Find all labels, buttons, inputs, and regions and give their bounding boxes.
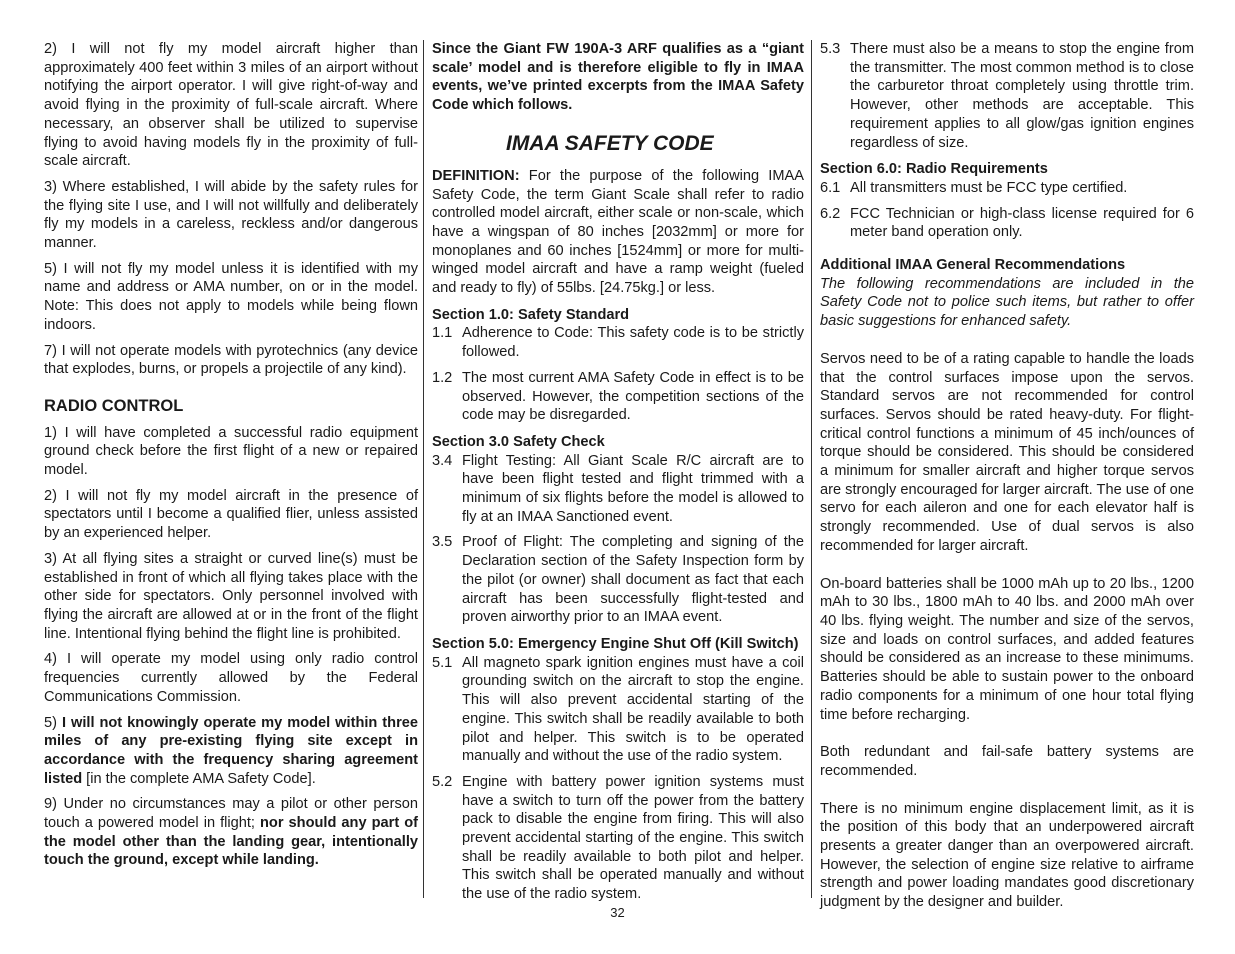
item-text: The most current AMA Safety Code in effect is to be observed. However, the competition sections of the code may be disregarded. bbox=[462, 369, 804, 424]
item-number: 1.2 bbox=[432, 369, 453, 386]
list-item bbox=[432, 533, 804, 627]
column-divider bbox=[423, 40, 424, 898]
item-text: FCC Technician or high-class license required for 6 meter band operation only. bbox=[850, 205, 1194, 241]
section-heading: Additional IMAA General Recommendations bbox=[820, 257, 1126, 274]
spacer bbox=[820, 338, 1194, 350]
item-text: Proof of Flight: The completing and signing of the Declaration section of the Safety Inspection form by the pilot (or owner) shall document as fact that each aircraft has been successfully flight-tested and proven airworthy prior to an IMAA event. bbox=[462, 534, 804, 626]
intro-paragraph: Since the Giant FW 190A-3 ARF qualifies as a “giant scale’ model and is therefore eligible to fly in IMAA events, we’ve printed excerpts from the IMAA Safety Code which follows. bbox=[432, 41, 804, 114]
spacer bbox=[820, 731, 1194, 743]
spacer bbox=[820, 563, 1194, 575]
list-item bbox=[432, 369, 804, 425]
paragraph: On-board batteries shall be 1000 mAh up to 20 lbs., 1200 mAh to 30 lbs., 1800 mAh to 40 lbs. and 2000 mAh over 40 lbs. flying weight. The number and size of the servos, size and loads on control surfaces, and added features should be considered as an increase to these minimums. Batteries should be able to sustain power to the onboard radio components for a minimum of one hour total flying time before recharging. bbox=[820, 575, 1194, 723]
text: [in the complete AMA Safety Code]. bbox=[82, 770, 316, 787]
definition-label: DEFINITION: bbox=[432, 167, 520, 184]
item-text: All magneto spark ignition engines must have a coil grounding switch on the aircraft to stop the engine. This will also prevent accidental starting of the engine. This switch shall be readily available to both pilot and helper. This switch is to be operated manually and without the use of the radio system. bbox=[462, 654, 804, 765]
list-item bbox=[432, 773, 804, 904]
column-divider bbox=[811, 40, 812, 898]
imaa-safety-code-title: IMAA SAFETY CODE bbox=[506, 131, 714, 155]
column-left bbox=[44, 40, 418, 877]
paragraph: Servos need to be of a rating capable to handle the loads that the control surfaces impose upon the servos. Standard servos are not recommended for control surfaces. Servos should be rated heavy-duty. For flight-critical control functions a minimum of 45 inch/ounces of torque should be considered. This should be considered a minimum for smaller aircraft and higher torque servos are strongly encouraged for larger aircraft. The use of one servo for each aileron and one for each elevator half is strongly recommended. Use of dual servos is also recommended for larger aircraft. bbox=[820, 350, 1194, 554]
column-right bbox=[820, 40, 1194, 919]
section-heading: Section 1.0: Safety Standard bbox=[432, 306, 630, 323]
list-item bbox=[820, 40, 1194, 152]
radio-control-heading: RADIO CONTROL bbox=[44, 396, 184, 415]
text: 9) Under no circumstances may a pilot or other person touch a powered model in flight; bbox=[44, 796, 418, 832]
paragraph: 5) I will not fly my model unless it is identified with my name and address or AMA number, on or in the model. Note: This does not apply to models while being flown indoors. bbox=[44, 260, 418, 333]
section-heading: Section 3.0 Safety Check bbox=[432, 433, 605, 450]
paragraph: 2) I will not fly my model aircraft in the presence of spectators until I become a qualified flier, unless assisted by an experienced helper. bbox=[44, 487, 418, 542]
item-text: Adherence to Code: This safety code is to be strictly followed. bbox=[462, 325, 804, 361]
item-number: 5.1 bbox=[432, 654, 453, 671]
paragraph: 2) I will not fly my model aircraft higher than approximately 400 feet within 3 miles of an airport without notifying the airport operator. I will give right-of-way and avoid flying in the proximity of full-scale aircraft. Where necessary, an observer shall be utilized to supervise flying to avoid having models fly in the proximity of full-scale aircraft. bbox=[44, 41, 418, 170]
section-heading: Section 6.0: Radio Requirements bbox=[820, 161, 1048, 178]
definition-paragraph bbox=[432, 167, 804, 298]
paragraph: 3) At all flying sites a straight or curved line(s) must be established in front of which all flying takes place with the other side for spectators. Only personnel involved with flying the aircraft are allowed at or in the front of the flight line. Intentional flying behind the flight line is prohibited. bbox=[44, 550, 418, 642]
item-text: Engine with battery power ignition systems must have a switch to turn off the power from the battery pack to disable the engine from firing. This will also prevent accidental starting of the engine. This switch shall be readily available to both pilot and helper. This switch shall be operated manually and without the use of the radio system. bbox=[462, 773, 804, 903]
item-text: There must also be a means to stop the engine from the transmitter. The most common method is to close the carburetor throat completely using throttle trim. However, other methods are acceptable. This requirement applies to all glow/gas ignition engines regardless of size. bbox=[850, 41, 1194, 151]
item-number: 5.2 bbox=[432, 773, 453, 790]
paragraph bbox=[44, 795, 418, 870]
paragraph: Both redundant and fail-safe battery systems are recommended. bbox=[820, 744, 1194, 779]
list-item bbox=[432, 654, 804, 766]
page-number: 32 bbox=[610, 905, 625, 920]
item-number: 3.5 bbox=[432, 534, 453, 551]
paragraph: There is no minimum engine displacement limit, as it is the position of this body that an underpowered aircraft presents a greater danger than an overpowered aircraft. However, the selection of engine size relative to airframe strength and power loading mandates good discretionary judgment by the designer and builder. bbox=[820, 800, 1194, 911]
list-item bbox=[820, 205, 1194, 242]
section-heading: Section 5.0: Emergency Engine Shut Off (Kill Switch) bbox=[432, 635, 799, 652]
item-text: All transmitters must be FCC type certified. bbox=[850, 179, 1128, 196]
column-middle bbox=[432, 40, 804, 911]
paragraph: 7) I will not operate models with pyrotechnics (any device that explodes, burns, or propels a projectile of any kind). bbox=[44, 342, 418, 378]
item-number: 5) bbox=[44, 714, 62, 731]
list-item bbox=[432, 324, 804, 361]
item-number: 6.2 bbox=[820, 205, 841, 222]
italic-paragraph: The following recommendations are included in the Safety Code not to police such items, but rather to offer basic suggestions for enhanced safety. bbox=[820, 275, 1194, 330]
paragraph: 4) I will operate my model using only radio control frequencies currently allowed by the Federal Communications Commission. bbox=[44, 651, 418, 705]
list-item bbox=[432, 452, 804, 527]
paragraph bbox=[44, 714, 418, 789]
list-item bbox=[820, 179, 1194, 198]
item-text: Flight Testing: All Giant Scale R/C aircraft are to have been flight tested and flight trimmed with a minimum of six flights before the model is allowed to fly at an IMAA Sanctioned event. bbox=[462, 452, 804, 525]
paragraph: 3) Where established, I will abide by the safety rules for the flying site I use, and I will not willfully and deliberately fly my models in a careless, reckless and/or dangerous manner. bbox=[44, 178, 418, 252]
item-number: 3.4 bbox=[432, 452, 453, 469]
spacer bbox=[820, 788, 1194, 800]
paragraph: 1) I will have completed a successful radio equipment ground check before the first flight of a new or repaired model. bbox=[44, 424, 418, 479]
item-number: 5.3 bbox=[820, 41, 841, 57]
bold-text: I will not knowingly operate my model within three miles of any pre-existing flying site except in accordance with the frequency sharing agreement listed bbox=[44, 714, 418, 787]
item-number: 1.1 bbox=[432, 325, 453, 342]
item-number: 6.1 bbox=[820, 179, 841, 196]
text: For the purpose of the following IMAA Safety Code, the term Giant Scale shall refer to radio controlled model aircraft, either scale or non-scale, which have a wingspan of 80 inches [2032mm] or more for monoplanes and 60 inches [1524mm] or more for multi-winged model aircraft and have a ramp weight (fueled and ready to fly) of 55lbs. [24.75kg.] or less. bbox=[432, 167, 804, 297]
bold-text: nor should any part of the model other than the landing gear, intentionally touch the ground, except while landing. bbox=[44, 815, 418, 869]
